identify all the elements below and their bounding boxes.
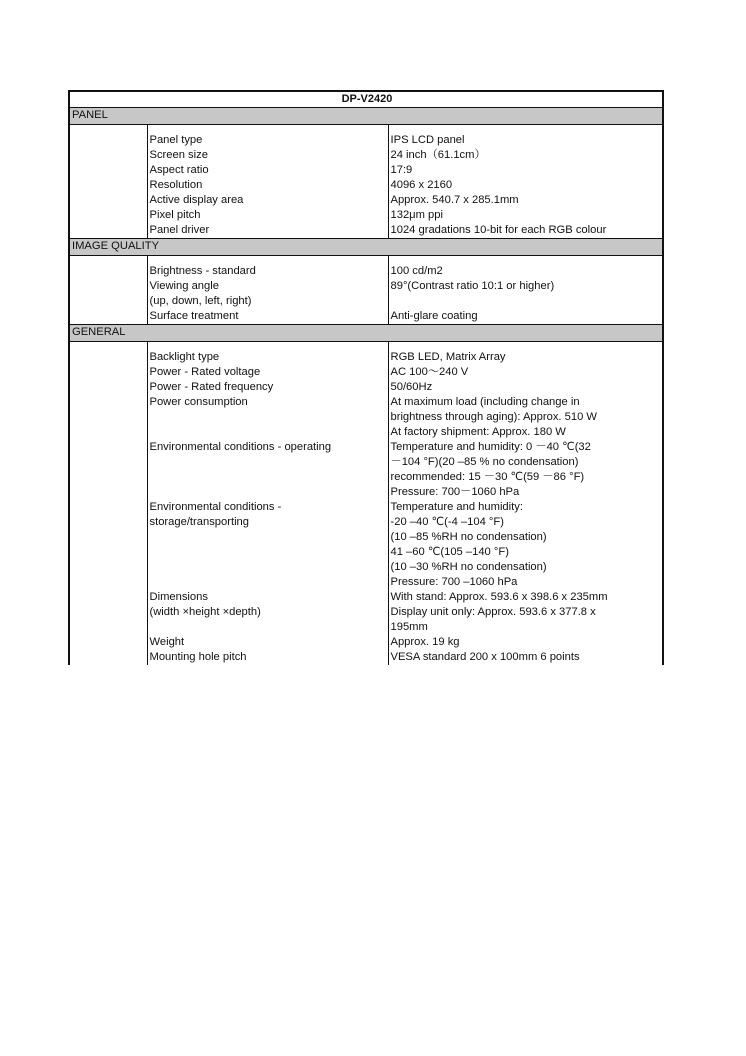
spec-label: Backlight type [147, 350, 388, 365]
table-row [69, 148, 663, 163]
spec-label [147, 545, 388, 560]
spec-value: (10 –30 %RH no condensation) [388, 560, 663, 575]
spec-value: (10 –85 %RH no condensation) [388, 530, 663, 545]
table-row [69, 193, 663, 208]
table-row [69, 208, 663, 223]
spec-value: Anti-glare coating [388, 309, 663, 325]
spec-value: 132μm ppi [388, 208, 663, 223]
table-row [69, 440, 663, 455]
table-row [69, 605, 663, 620]
section-heading: GENERAL [69, 325, 663, 342]
spec-value: Pressure: 700－1060 hPa [388, 485, 663, 500]
section-image-quality [69, 239, 663, 256]
spec-label: Panel type [147, 133, 388, 148]
section-general [69, 325, 663, 342]
spec-value: －104 °F)(20 –85 % no condensation) [388, 455, 663, 470]
table-row [69, 545, 663, 560]
spec-label [147, 410, 388, 425]
spec-value: 4096 x 2160 [388, 178, 663, 193]
spec-value: VESA standard 200 x 100mm 6 points [388, 650, 663, 665]
spec-label: Mounting hole pitch [147, 650, 388, 665]
section-panel [69, 108, 663, 125]
table-row [69, 500, 663, 515]
spec-label [147, 560, 388, 575]
spec-label: Power - Rated frequency [147, 380, 388, 395]
spec-value: At factory shipment: Approx. 180 W [388, 425, 663, 440]
spec-value: AC 100～240 V [388, 365, 663, 380]
spec-value: Pressure: 700 –1060 hPa [388, 575, 663, 590]
spec-label: storage/transporting [147, 515, 388, 530]
spec-label: Environmental conditions - [147, 500, 388, 515]
table-row [69, 395, 663, 410]
spacer-row [69, 256, 663, 265]
table-row [69, 410, 663, 425]
spec-label: Weight [147, 635, 388, 650]
spec-label [147, 470, 388, 485]
spec-value: 24 inch（61.1cm） [388, 148, 663, 163]
spec-value: 100 cd/m2 [388, 264, 663, 279]
spec-value: RGB LED, Matrix Array [388, 350, 663, 365]
table-row [69, 178, 663, 193]
table-row [69, 365, 663, 380]
spec-value: 1024 gradations 10-bit for each RGB colour [388, 223, 663, 239]
table-row [69, 485, 663, 500]
table-row [69, 133, 663, 148]
spec-value [388, 294, 663, 309]
spec-value: recommended: 15 －30 ℃(59 －86 °F) [388, 470, 663, 485]
table-row [69, 309, 663, 325]
title-row [69, 91, 663, 108]
spec-value: With stand: Approx. 593.6 x 398.6 x 235mm [388, 590, 663, 605]
spec-label [147, 455, 388, 470]
spec-label: Screen size [147, 148, 388, 163]
spec-value: Approx. 19 kg [388, 635, 663, 650]
spec-sheet [68, 90, 664, 665]
spec-value: brightness through aging): Approx. 510 W [388, 410, 663, 425]
table-row [69, 264, 663, 279]
table-row [69, 650, 663, 665]
section-heading: IMAGE QUALITY [69, 239, 663, 256]
spec-value: Temperature and humidity: [388, 500, 663, 515]
spec-label: Dimensions [147, 590, 388, 605]
spec-label: Viewing angle [147, 279, 388, 294]
table-row [69, 294, 663, 309]
spec-value: 89°(Contrast ratio 10:1 or higher) [388, 279, 663, 294]
spec-label: Active display area [147, 193, 388, 208]
spec-label [147, 485, 388, 500]
spec-label: (width ×height ×depth) [147, 605, 388, 620]
spec-label: (up, down, left, right) [147, 294, 388, 309]
spec-value: Approx. 540.7 x 285.1mm [388, 193, 663, 208]
spec-value: Display unit only: Approx. 593.6 x 377.8 x [388, 605, 663, 620]
spacer-row [69, 125, 663, 134]
table-row [69, 380, 663, 395]
table-row [69, 560, 663, 575]
table-row [69, 455, 663, 470]
spec-label: Pixel pitch [147, 208, 388, 223]
spec-value: IPS LCD panel [388, 133, 663, 148]
spec-label: Environmental conditions - operating [147, 440, 388, 455]
table-row [69, 163, 663, 178]
spec-label: Brightness - standard [147, 264, 388, 279]
spec-value: At maximum load (including change in [388, 395, 663, 410]
table-row [69, 575, 663, 590]
spec-label [147, 620, 388, 635]
spec-value: 50/60Hz [388, 380, 663, 395]
table-row [69, 590, 663, 605]
table-row [69, 620, 663, 635]
spec-label [147, 425, 388, 440]
table-row [69, 350, 663, 365]
model-title: DP-V2420 [69, 91, 663, 108]
table-row [69, 470, 663, 485]
spec-value: -20 –40 ℃(-4 –104 °F) [388, 515, 663, 530]
section-heading: PANEL [69, 108, 663, 125]
spec-label [147, 530, 388, 545]
spec-label: Resolution [147, 178, 388, 193]
spec-label: Surface treatment [147, 309, 388, 325]
table-row [69, 635, 663, 650]
spec-label: Panel driver [147, 223, 388, 239]
spec-value: 17:9 [388, 163, 663, 178]
table-row [69, 279, 663, 294]
table-row [69, 425, 663, 440]
spec-label [147, 575, 388, 590]
spec-value: 41 –60 ℃(105 –140 °F) [388, 545, 663, 560]
spec-label: Power consumption [147, 395, 388, 410]
spec-table [68, 90, 664, 665]
spec-value: 195mm [388, 620, 663, 635]
table-row [69, 223, 663, 239]
spec-label: Power - Rated voltage [147, 365, 388, 380]
spec-label: Aspect ratio [147, 163, 388, 178]
spec-value: Temperature and humidity: 0 －40 ℃(32 [388, 440, 663, 455]
table-row [69, 515, 663, 530]
table-row [69, 530, 663, 545]
spacer-row [69, 342, 663, 351]
